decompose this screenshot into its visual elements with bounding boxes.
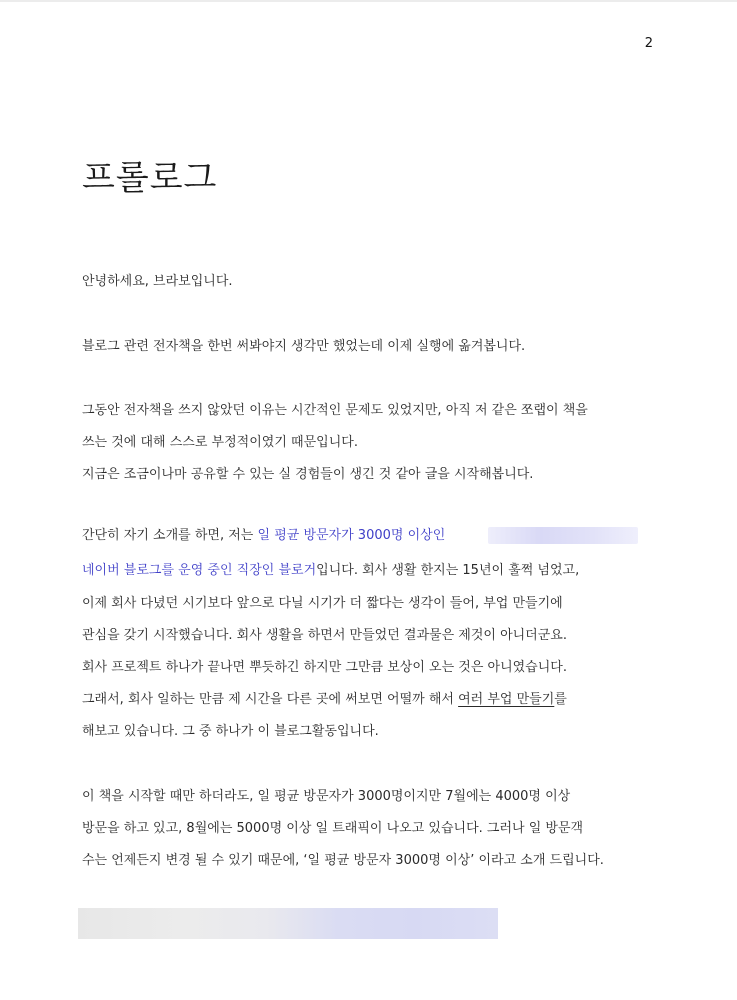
- redacted-blur-inline: [488, 527, 638, 544]
- paragraph-intro: 블로그 관련 전자책을 한번 써봐야지 생각만 했었는데 이제 실행에 옮겨봅니다.: [82, 339, 526, 354]
- highlight-visitors: 일 평균 방문자가 3000명 이상인: [257, 528, 446, 543]
- paragraph-reason-line-1: 그동안 전자책을 쓰지 않았던 이유는 시간적인 문제도 있었지만, 아직 저 같은 쪼랩이 책을: [82, 403, 588, 418]
- page-number: 2: [644, 36, 653, 51]
- paragraph-self-intro-line-5: 회사 프로젝트 하나가 끝나면 뿌듯하긴 하지만 그만큼 보상이 오는 것은 아니였습니다.: [82, 660, 567, 675]
- paragraph-self-intro-line-6: [82, 691, 567, 709]
- self-intro-text: 그래서, 회사 일하는 만큼 제 시간을 다른 곳에 써보면 어떨까 해서: [82, 692, 459, 707]
- side-job-link[interactable]: 여러 부업 만들기: [458, 692, 555, 707]
- self-intro-text: 간단히 자기 소개를 하면, 저는: [82, 528, 258, 543]
- paragraph-greeting: 안녕하세요, 브라보입니다.: [82, 274, 233, 289]
- paragraph-reason-line-3: 지금은 조금이나마 공유할 수 있는 실 경험들이 생긴 것 같아 글을 시작해봅니다.: [82, 467, 534, 482]
- highlight-blogger: 네이버 블로그를 운영 중인 직장인 블로거: [82, 563, 317, 578]
- paragraph-traffic-line-3: 수는 언제든지 변경 될 수 있기 때문에, ‘일 평균 방문자 3000명 이상’ 이라고 소개 드립니다.: [82, 853, 604, 868]
- paragraph-reason-line-2: 쓰는 것에 대해 스스로 부정적이였기 때문입니다.: [82, 435, 358, 450]
- paragraph-self-intro-line-7: 해보고 있습니다. 그 중 하나가 이 블로그활동입니다.: [82, 724, 379, 739]
- paragraph-self-intro-line-3: 이제 회사 다녔던 시기보다 앞으로 다닐 시기가 더 짧다는 생각이 들어, 부업 만들기에: [82, 596, 563, 611]
- paragraph-traffic-line-1: 이 책을 시작할 때만 하더라도, 일 평균 방문자가 3000명이지만 7월에는 4000명 이상: [82, 789, 571, 804]
- paragraph-self-intro-line-1: [82, 527, 445, 545]
- page-title: 프롤로그: [82, 158, 218, 198]
- paragraph-self-intro-line-4: 관심을 갖기 시작했습니다. 회사 생활을 하면서 만들었던 결과물은 제것이 아니더군요.: [82, 628, 567, 643]
- paragraph-self-intro-line-2: [82, 562, 579, 580]
- redacted-blur-footer: [78, 908, 498, 939]
- page-top-border: [0, 0, 737, 2]
- paragraph-traffic-line-2: 방문을 하고 있고, 8월에는 5000명 이상 일 트래픽이 나오고 있습니다. 그러나 일 방문객: [82, 821, 584, 836]
- self-intro-text: 를: [554, 692, 567, 707]
- self-intro-text: 입니다. 회사 생활 한지는 15년이 훌쩍 넘었고,: [316, 563, 580, 578]
